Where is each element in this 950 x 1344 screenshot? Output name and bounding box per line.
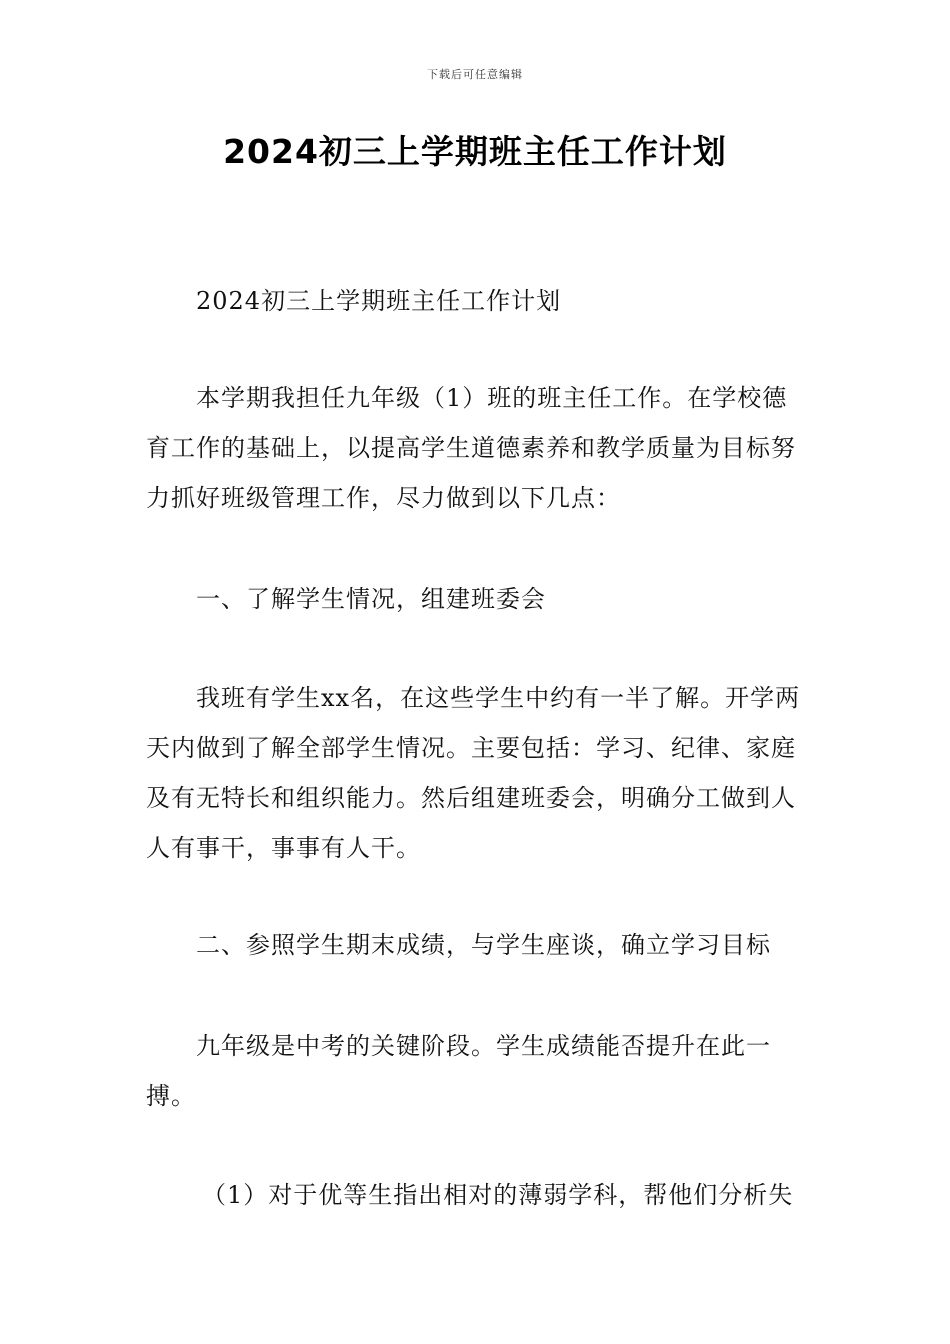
section-body-1: 我班有学生xx名，在这些学生中约有一半了解。开学两天内做到了解全部学生情况。主要包括：学习、纪律、家庭及有无特长和组织能力。然后组建班委会，明确分工做到人人有事干，事事有人干。 (146, 684, 801, 862)
header-note: 下载后可任意编辑 (427, 68, 523, 81)
list-item-1: （1）对于优等生指出相对的薄弱学科，帮他们分析失 (202, 1181, 794, 1209)
section-heading-2: 二、参照学生期末成绩，与学生座谈，确立学习目标 (196, 931, 771, 959)
section-heading-1: 一、了解学生情况，组建班委会 (196, 585, 546, 613)
section-body-2: 九年级是中考的关键阶段。学生成绩能否提升在此一搏。 (146, 1032, 771, 1110)
subtitle-paragraph: 2024初三上学期班主任工作计划 (196, 287, 562, 315)
intro-paragraph: 本学期我担任九年级（1）班的班主任工作。在学校德育工作的基础上，以提高学生道德素养和教学质量为目标努力抓好班级管理工作，尽力做到以下几点： (146, 384, 796, 512)
document-title: 2024初三上学期班主任工作计划 (223, 132, 727, 171)
